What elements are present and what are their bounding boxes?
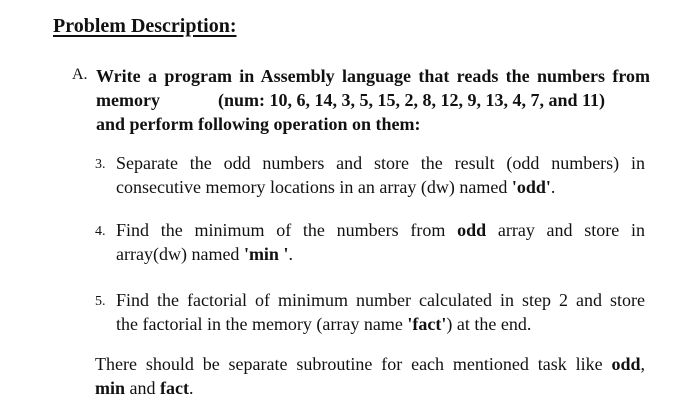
step-3-line-2 xyxy=(116,175,645,199)
task-a-marker: A. xyxy=(72,66,88,83)
step-4-line-1-end: array and store in xyxy=(486,220,645,240)
step-5-line-2-text: the factorial in the memory (array name xyxy=(116,314,408,334)
fact-array-name: 'fact' xyxy=(407,314,447,334)
step-5-line-2-end: ) at the end. xyxy=(446,314,532,334)
note-line-2 xyxy=(95,376,645,400)
step-4-number: 4. xyxy=(95,224,106,239)
step-3 xyxy=(95,151,645,199)
task-a-line-1: Write a program in Assembly language that reads the numbers from xyxy=(96,66,650,86)
note-line-2-text: and xyxy=(125,378,161,398)
step-5-number: 5. xyxy=(95,294,106,309)
step-5-line-1: Find the factorial of minimum number calculated in step 2 and store xyxy=(116,290,645,310)
step-4-line-1-text: Find the minimum of the numbers from xyxy=(116,220,458,240)
note-line-2-end: . xyxy=(189,378,194,398)
step-4-line-2 xyxy=(116,242,645,266)
step-4-line-1 xyxy=(116,218,645,242)
note-line-1-end: , xyxy=(640,354,645,374)
step-4 xyxy=(95,218,645,266)
subroutine-note xyxy=(95,352,645,400)
step-4-line-2-text: array(dw) named xyxy=(116,244,244,264)
step-5 xyxy=(95,288,645,336)
task-a-text xyxy=(96,64,650,136)
step-3-text xyxy=(116,151,645,199)
step-3-line-2-end: . xyxy=(550,177,556,197)
min-array-name: 'min ' xyxy=(243,244,289,264)
step-3-number: 3. xyxy=(95,157,106,172)
note-min-keyword: min xyxy=(95,378,126,398)
page-title: Problem Description: xyxy=(53,15,237,37)
note-odd-keyword: odd xyxy=(611,354,641,374)
odd-array-name: 'odd' xyxy=(511,177,551,197)
task-a xyxy=(72,64,650,136)
step-5-line-2 xyxy=(116,312,645,336)
note-fact-keyword: fact xyxy=(160,378,189,398)
note-line-1 xyxy=(95,352,645,376)
note-line-1-text: There should be separate subroutine for each mentioned task like xyxy=(95,354,612,374)
task-a-line-3: and perform following operation on them: xyxy=(96,114,421,134)
step-3-line-2-text: consecutive memory locations in an array (dw) named xyxy=(116,177,512,197)
step-3-line-1: Separate the odd numbers and store the result (odd numbers) in xyxy=(116,153,645,173)
task-a-line-2-word: memory xyxy=(96,90,160,110)
odd-keyword: odd xyxy=(457,220,487,240)
step-5-text xyxy=(116,288,645,336)
step-4-line-2-end: . xyxy=(288,244,293,264)
step-4-text xyxy=(116,218,645,266)
task-a-numbers: (num: 10, 6, 14, 3, 5, 15, 2, 8, 12, 9, 13, 4, 7, and 11) xyxy=(217,90,605,110)
task-a-line-2 xyxy=(96,88,650,112)
